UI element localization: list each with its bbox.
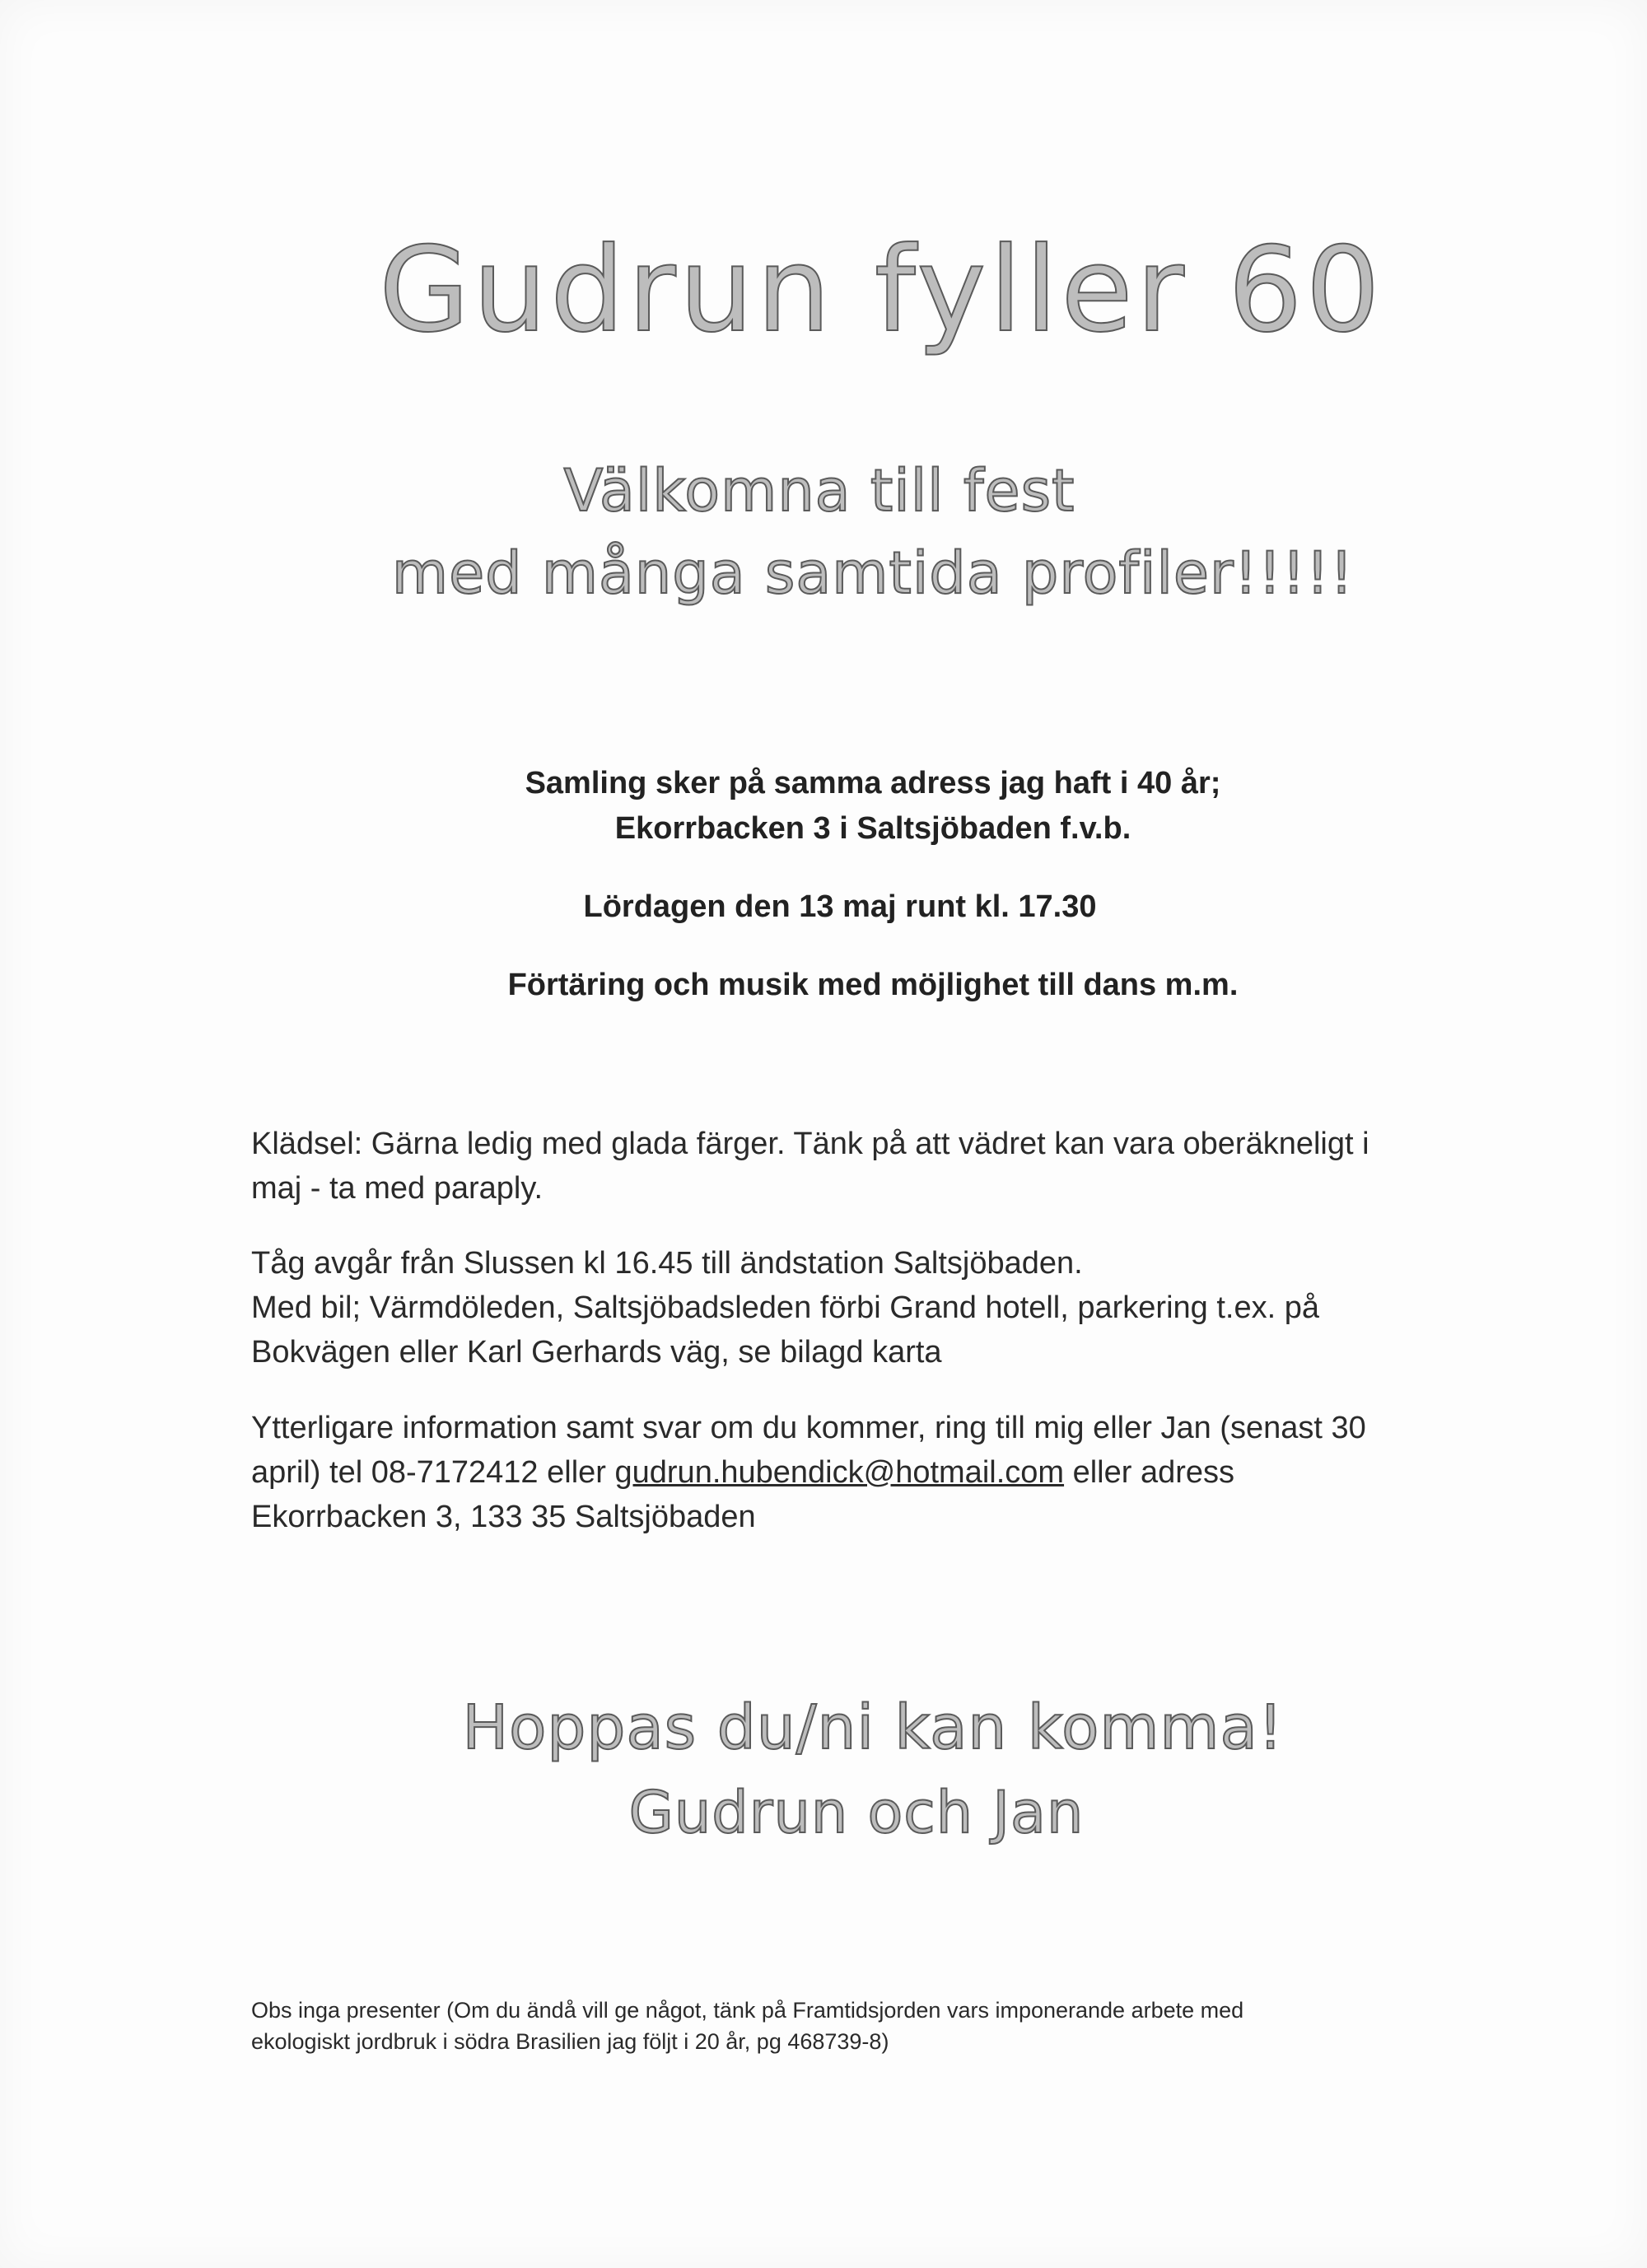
info-line3: Ekorrbacken 3, 133 35 Saltsjöbaden [251,1500,756,1534]
travel-line1: Tåg avgår från Slussen kl 16.45 till ändstation Saltsjöbaden. [251,1246,1083,1281]
travel-line3: Bokvägen eller Karl Gerhards väg, se bilagd karta [251,1335,942,1370]
page-title: Gudrun fyller 60 [379,222,1383,358]
footnote-line1: Obs inga presenter (Om du ändå vill ge något, tänk på Framtidsjorden vars imponerande arbete med [251,1998,1244,2023]
gathering-line2: Ekorrbacken 3 i Saltsjöbaden f.v.b. [614,811,1131,846]
footnote [251,1995,1437,2057]
closing-line1: Hoppas du/ni kan komma! [462,1692,1284,1763]
info-line1: Ytterligare information samt svar om du kommer, ring till mig eller Jan (senast 30 [251,1411,1366,1445]
info-line2 [251,1450,1453,1495]
welcome-heading-line2: med många samtida profiler!!!!! [391,539,1355,607]
info-paragraph [251,1406,1453,1539]
gathering-line1: Samling sker på samma adress jag haft i 40 år; [525,766,1221,800]
travel-line2: Med bil; Värmdöleden, Saltsjöbadsleden förbi Grand hotell, parkering t.ex. på [251,1290,1319,1325]
email-link[interactable]: gudrun.hubendick@hotmail.com [614,1455,1065,1490]
dress-line1: Klädsel: Gärna ledig med glada färger. Tänk på att vädret kan vara oberäkneligt i [251,1127,1369,1161]
info-line2-pre: april) tel 08-7172412 eller [251,1455,615,1490]
info-line2-post: eller adress [1064,1455,1235,1490]
dress-line2: maj - ta med paraply. [251,1171,544,1206]
closing-signature: Gudrun och Jan [628,1779,1085,1846]
dress-code-paragraph [251,1122,1453,1211]
date-line: Lördagen den 13 maj runt kl. 17.30 [583,889,1097,924]
food-line: Förtäring och musik med möjlighet till dans m.m. [507,968,1239,1002]
welcome-heading-line1: Välkomna till fest [563,457,1075,525]
travel-paragraph [251,1241,1453,1374]
footnote-line2: ekologiskt jordbruk i södra Brasilien jag följt i 20 år, pg 468739-8) [251,2029,889,2054]
